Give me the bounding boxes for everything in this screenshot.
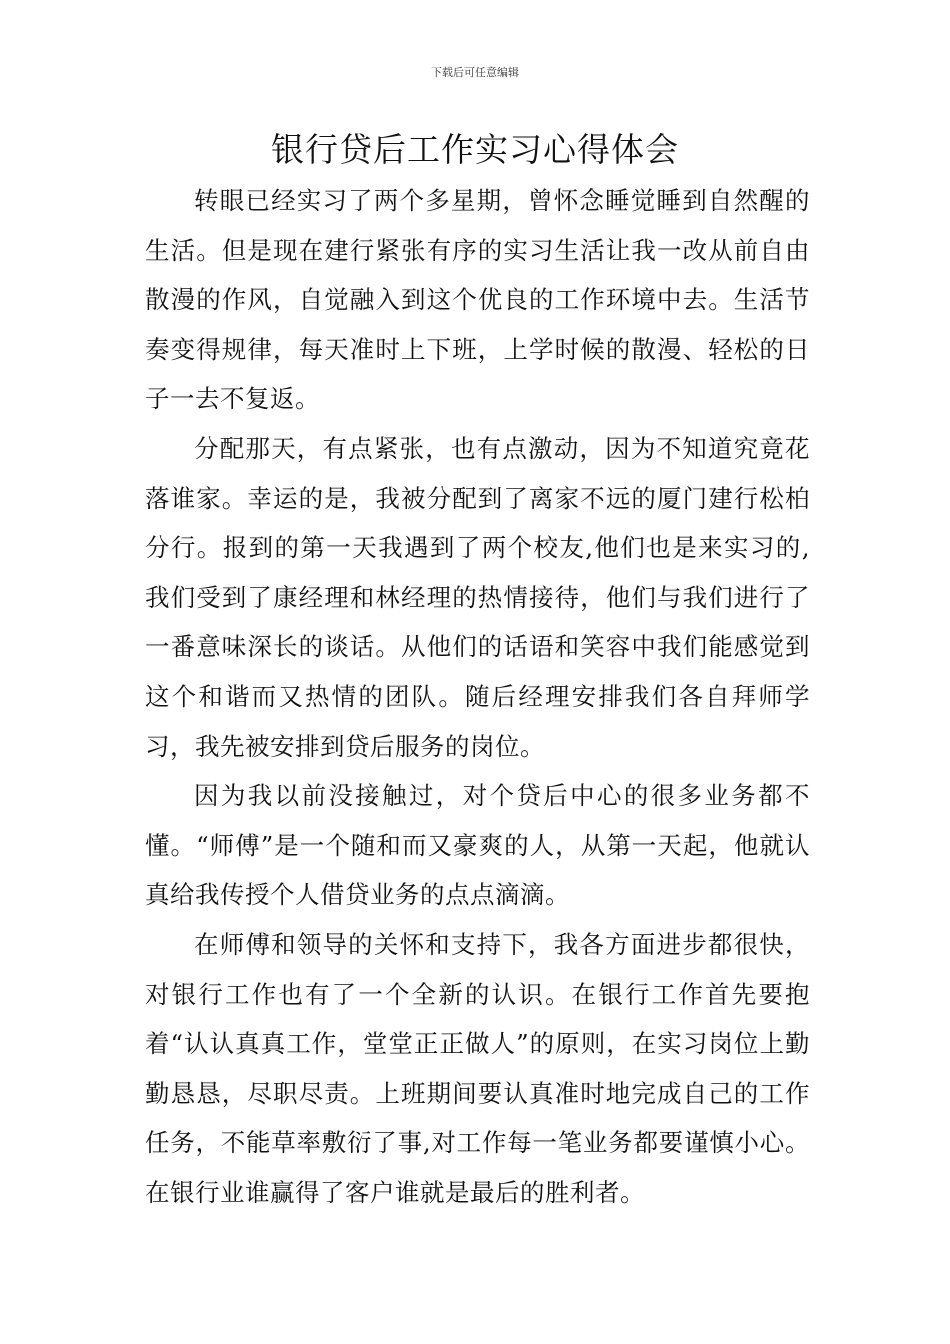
document-body [145, 176, 810, 1217]
header-note: 下载后可任意编辑 [431, 66, 519, 79]
paragraph-4: 在师傅和领导的关怀和支持下，我各方面进步都很快，对银行工作也有了一个全新的认识。在银行工作首先要抱着“认认真真工作，堂堂正正做人”的原则，在实习岗位上勤勤恳恳，尽职尽责。上班期间要认真准时地完成自己的工作任务，不能草率敷衍了事,对工作每一笔业务都要谨慎小心。在银行业谁赢得了客户谁就是最后的胜利者。 [145, 929, 810, 1207]
document-title: 银行贷后工作实习心得体会 [271, 130, 679, 169]
paragraph-2: 分配那天，有点紧张，也有点激动，因为不知道究竟花落谁家。幸运的是，我被分配到了离家不远的厦门建行松柏分行。报到的第一天我遇到了两个校友,他们也是来实习的,我们受到了康经理和林经理的热情接待，他们与我们进行了一番意味深长的谈话。从他们的话语和笑容中我们能感觉到这个和谐而又热情的团队。随后经理安排我们各自拜师学习，我先被安排到贷后服务的岗位。 [145, 433, 810, 761]
paragraph-1: 转眼已经实习了两个多星期，曾怀念睡觉睡到自然醒的生活。但是现在建行紧张有序的实习生活让我一改从前自由散漫的作风，自觉融入到这个优良的工作环境中去。生活节奏变得规律，每天准时上下班，上学时候的散漫、轻松的日子一去不复返。 [145, 186, 810, 414]
paragraph-3: 因为我以前没接触过，对个贷后中心的很多业务都不懂。“师傅”是一个随和而又豪爽的人，从第一天起，他就认真给我传授个人借贷业务的点点滴滴。 [145, 781, 810, 910]
